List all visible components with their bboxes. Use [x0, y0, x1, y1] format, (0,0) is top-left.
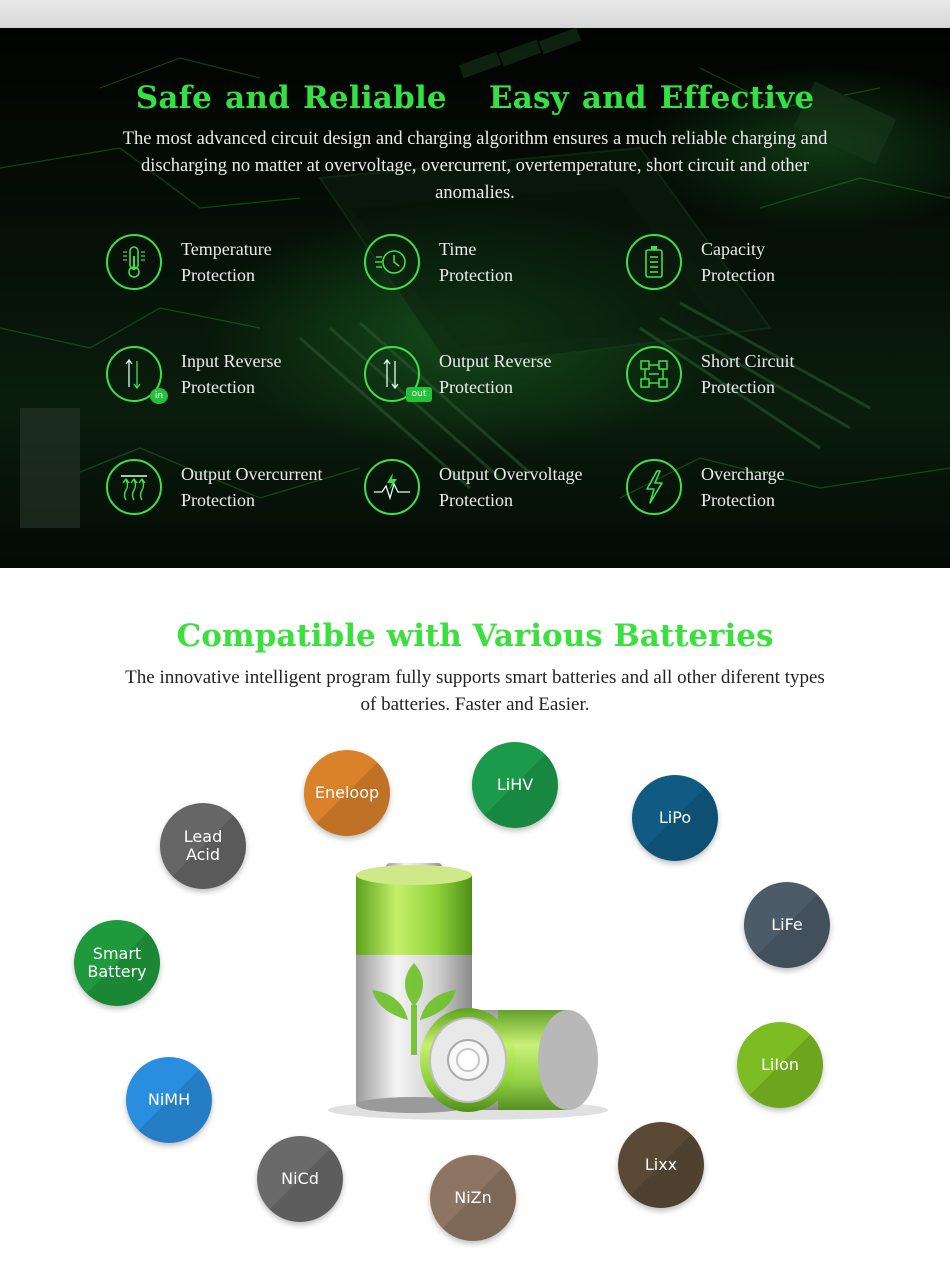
- feature-time-protection: [364, 234, 624, 296]
- hero-title-left: Safe and Reliable: [135, 80, 447, 116]
- input-badge: in: [150, 388, 168, 404]
- lightning-icon: [626, 459, 682, 515]
- feature-title: Temperature: [181, 239, 272, 259]
- battery-type-lihv: LiHV: [472, 742, 558, 828]
- battery-type-smart-battery: Smart Battery: [74, 920, 160, 1006]
- feature-subtitle: Protection: [701, 265, 775, 285]
- hero-title: [0, 80, 950, 116]
- feature-overcharge-protection: [626, 459, 886, 521]
- short-circuit-icon: [626, 346, 682, 402]
- battery-type-nicd: NiCd: [257, 1136, 343, 1222]
- battery-type-lead-acid: Lead Acid: [160, 803, 246, 889]
- protection-banner: [0, 28, 950, 568]
- overcurrent-icon: [106, 459, 162, 515]
- clock-icon: [364, 234, 420, 290]
- top-strip: [0, 0, 950, 28]
- feature-output-overvoltage-protection: [364, 459, 624, 521]
- feature-subtitle: Protection: [181, 265, 255, 285]
- feature-title: Capacity: [701, 239, 765, 259]
- battery-illustration: [318, 855, 618, 1125]
- compat-title: Compatible with Various Batteries: [176, 618, 774, 654]
- feature-title: Output Overcurrent: [181, 464, 323, 484]
- feature-input-reverse-protection: [106, 346, 366, 408]
- battery-icon: [626, 234, 682, 290]
- feature-subtitle: Protection: [439, 265, 513, 285]
- feature-subtitle: Protection: [181, 377, 255, 397]
- feature-output-reverse-protection: [364, 346, 624, 408]
- compat-description: The innovative intelligent program fully supports smart batteries and all other diferent types of batteries. Faster and Easier.: [125, 667, 825, 715]
- feature-title: Short Circuit: [701, 351, 795, 371]
- battery-type-lixx: Lixx: [618, 1122, 704, 1208]
- overvoltage-icon: [364, 459, 420, 515]
- hero-description: The most advanced circuit design and charging algorithm ensures a much reliable charging and discharging no matter at overvoltage, overcurrent, overtemperature, short circuit and other anomalies.: [122, 129, 828, 203]
- feature-subtitle: Protection: [181, 490, 255, 510]
- hero-title-right: Easy and Effective: [488, 80, 815, 116]
- feature-title: Output Overvoltage: [439, 464, 583, 484]
- battery-type-nizn: NiZn: [430, 1155, 516, 1241]
- battery-type-life: LiFe: [744, 882, 830, 968]
- feature-output-overcurrent-protection: [106, 459, 366, 521]
- feature-subtitle: Protection: [701, 490, 775, 510]
- feature-title: Input Reverse: [181, 351, 282, 371]
- feature-temperature-protection: [106, 234, 366, 296]
- feature-capacity-protection: [626, 234, 886, 296]
- feature-title: Overcharge: [701, 464, 785, 484]
- battery-type-nimh: NiMH: [126, 1057, 212, 1143]
- feature-title: Time: [439, 239, 477, 259]
- feature-subtitle: Protection: [701, 377, 775, 397]
- battery-type-liion: LiIon: [737, 1022, 823, 1108]
- battery-type-eneloop: Eneloop: [304, 750, 390, 836]
- feature-title: Output Reverse: [439, 351, 552, 371]
- battery-type-lipo: LiPo: [632, 775, 718, 861]
- feature-short-circuit-protection: [626, 346, 886, 408]
- thermometer-icon: [106, 234, 162, 290]
- feature-subtitle: Protection: [439, 490, 513, 510]
- feature-subtitle: Protection: [439, 377, 513, 397]
- output-badge: out: [406, 387, 432, 402]
